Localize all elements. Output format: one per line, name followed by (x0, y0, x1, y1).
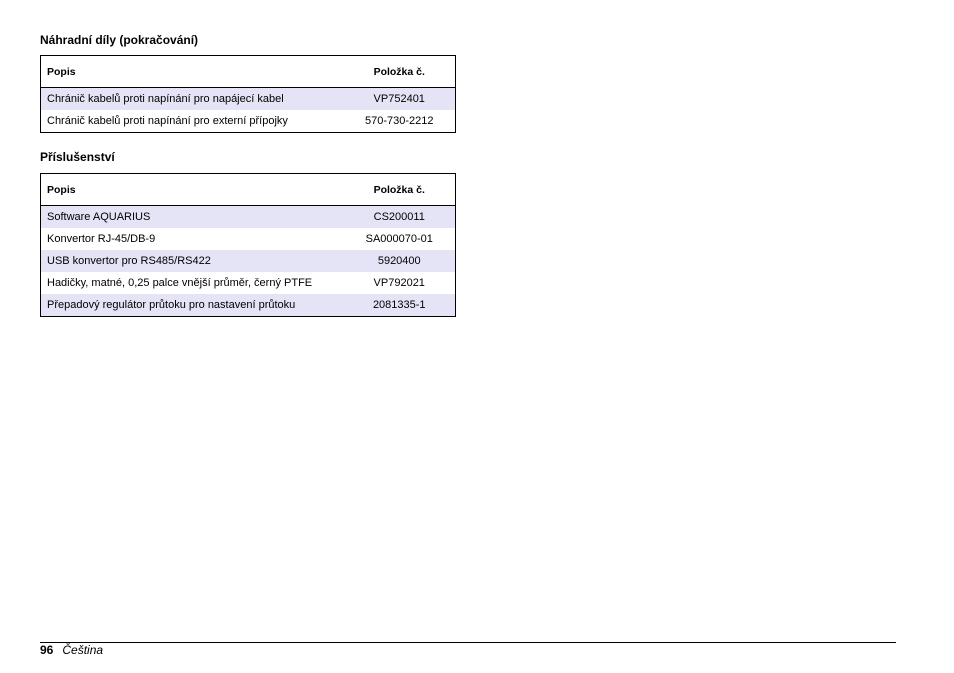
cell-description: Hadičky, matné, 0,25 palce vnější průměr, černý PTFE (47, 277, 313, 289)
table-row (41, 250, 456, 272)
table-row (41, 272, 456, 294)
spare-parts-table (40, 55, 456, 133)
cell-item-number: VP752401 (373, 93, 425, 105)
table-row (41, 110, 456, 133)
page-footer (40, 643, 103, 657)
cell-item-number: 2081335-1 (372, 299, 426, 311)
footer-language: Čeština (62, 643, 104, 657)
cell-description: Chránič kabelů proti napínání pro napájecí kabel (47, 93, 284, 105)
cell-description: Přepadový regulátor průtoku pro nastavení průtoku (47, 299, 296, 311)
spare-parts-heading: Náhradní díly (pokračování) (40, 33, 199, 47)
table-row (41, 88, 456, 111)
accessories-heading: Příslušenství (40, 150, 115, 164)
column-header-item-number: Položka č. (344, 56, 456, 88)
table-row (41, 228, 456, 250)
table-row (41, 206, 456, 229)
table-row (41, 294, 456, 317)
cell-item-number: VP792021 (373, 277, 425, 289)
accessories-table (40, 173, 456, 317)
cell-description: Konvertor RJ-45/DB-9 (47, 233, 156, 245)
page-number: 96 (40, 643, 54, 657)
cell-description: USB konvertor pro RS485/RS422 (47, 255, 211, 267)
column-header-description: Popis (41, 174, 344, 206)
column-header-item-number: Položka č. (344, 174, 456, 206)
column-header-description: Popis (41, 56, 344, 88)
table-header-row (41, 56, 456, 88)
cell-description: Chránič kabelů proti napínání pro externí přípojky (47, 115, 288, 127)
cell-item-number: 5920400 (377, 255, 421, 267)
table-header-row (41, 174, 456, 206)
cell-description: Software AQUARIUS (47, 211, 151, 223)
cell-item-number: 570-730-2212 (364, 115, 434, 127)
cell-item-number: CS200011 (373, 211, 425, 223)
footer-divider (40, 642, 896, 643)
cell-item-number: SA000070-01 (365, 233, 433, 245)
